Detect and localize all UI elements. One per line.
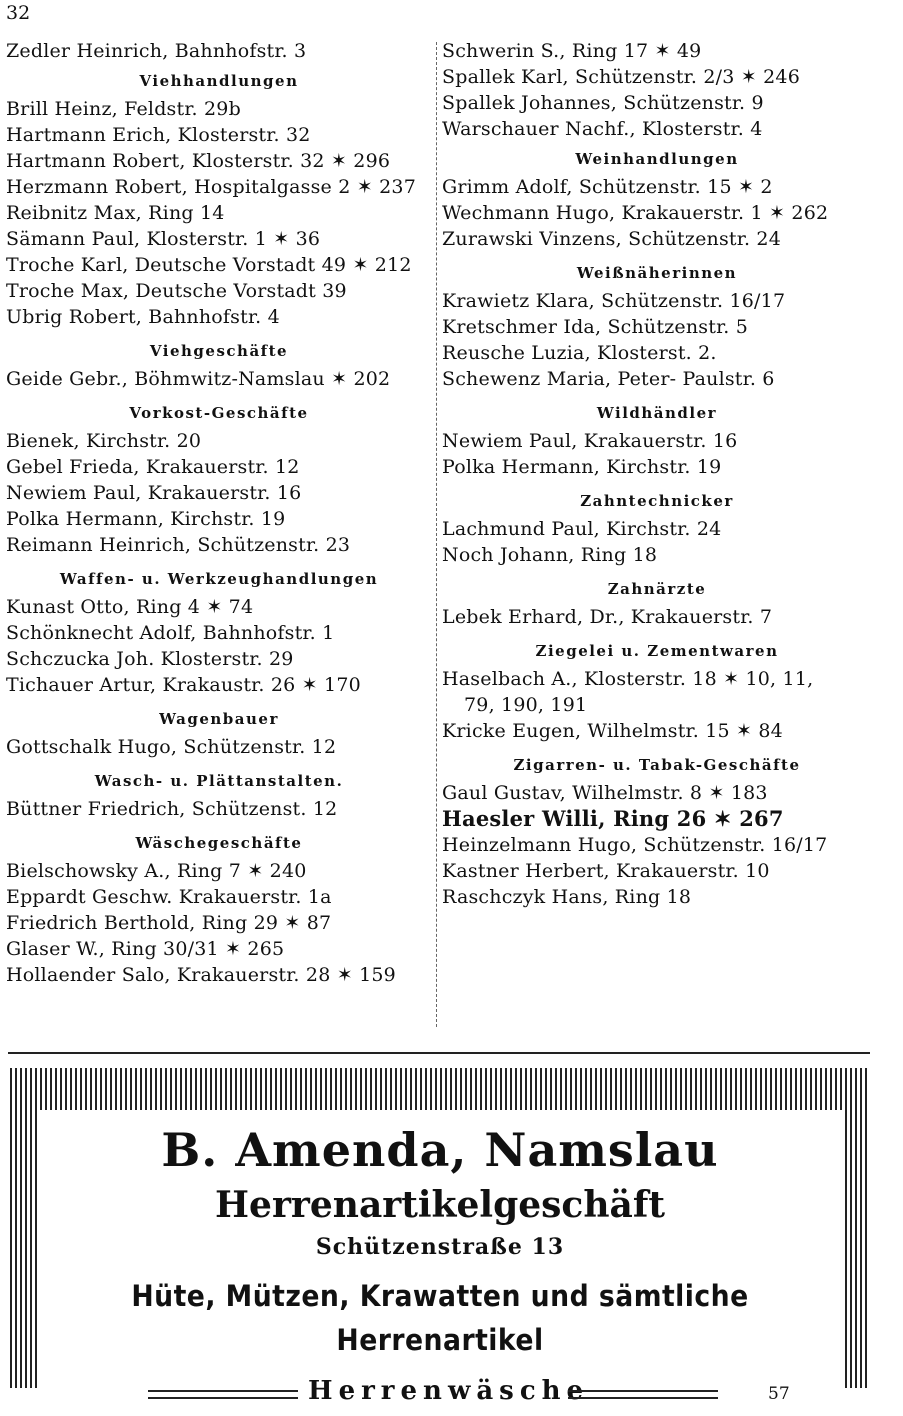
directory-entry: Reimann Heinrich, Schützenstr. 23 bbox=[6, 534, 351, 556]
ad-code: 57 bbox=[768, 1384, 790, 1404]
directory-entry: Kastner Herbert, Krakauerstr. 10 bbox=[442, 860, 770, 882]
directory-entry: Wechmann Hugo, Krakauerstr. 1 ✶ 262 bbox=[442, 202, 829, 224]
ad-bottom-line bbox=[38, 1376, 842, 1416]
directory-entry: Lebek Erhard, Dr., Krakauerstr. 7 bbox=[442, 606, 773, 628]
directory-columns bbox=[6, 38, 872, 1033]
directory-entry: Schczucka Joh. Klosterstr. 29 bbox=[6, 648, 294, 670]
ad-address: Schützenstraße 13 bbox=[315, 1234, 565, 1260]
directory-entry: Kricke Eugen, Wilhelmstr. 15 ✶ 84 bbox=[442, 720, 783, 742]
section-heading: Wagenbauer bbox=[159, 710, 279, 728]
directory-entry-highlighted: Haesler Willi, Ring 26 ✶ 267 bbox=[442, 806, 784, 831]
directory-entry: Herzmann Robert, Hospitalgasse 2 ✶ 237 bbox=[6, 176, 416, 198]
directory-entry: Newiem Paul, Krakauerstr. 16 bbox=[442, 430, 738, 452]
section-heading: Waffen- u. Werkzeughandlungen bbox=[59, 570, 379, 588]
directory-entry: Ubrig Robert, Bahnhofstr. 4 bbox=[6, 306, 280, 328]
directory-entry: Grimm Adolf, Schützenstr. 15 ✶ 2 bbox=[442, 176, 773, 198]
directory-entry: Sämann Paul, Klosterstr. 1 ✶ 36 bbox=[6, 228, 321, 250]
directory-entry: Raschczyk Hans, Ring 18 bbox=[442, 886, 692, 908]
directory-entry: Friedrich Berthold, Ring 29 ✶ 87 bbox=[6, 912, 332, 934]
section-heading: Zahnärzte bbox=[607, 580, 707, 598]
directory-entry: Troche Max, Deutsche Vorstadt 39 bbox=[6, 280, 347, 302]
left-column bbox=[6, 38, 432, 1033]
directory-entry: Reusche Luzia, Klosterst. 2. bbox=[442, 342, 717, 364]
section-heading: Zigarren- u. Tabak-Geschäfte bbox=[513, 756, 801, 774]
section-heading: Weißnäherinnen bbox=[576, 264, 738, 282]
directory-entry: Schewenz Maria, Peter- Paulstr. 6 bbox=[442, 368, 775, 390]
section-heading: Zahntechnicker bbox=[580, 492, 734, 510]
directory-entry: Polka Hermann, Kirchstr. 19 bbox=[6, 508, 286, 530]
directory-entry-continuation: 79, 190, 191 bbox=[464, 694, 588, 716]
directory-entry: Zedler Heinrich, Bahnhofstr. 3 bbox=[6, 40, 307, 62]
ad-ornament-right bbox=[568, 1390, 718, 1399]
right-column bbox=[442, 38, 872, 1033]
directory-entry: Warschauer Nachf., Klosterstr. 4 bbox=[442, 118, 763, 140]
directory-entry: Krawietz Klara, Schützenstr. 16/17 bbox=[442, 290, 786, 312]
column-divider bbox=[436, 42, 437, 1027]
directory-entry: Troche Karl, Deutsche Vorstadt 49 ✶ 212 bbox=[6, 254, 412, 276]
directory-entry: Reibnitz Max, Ring 14 bbox=[6, 202, 225, 224]
directory-entry: Schwerin S., Ring 17 ✶ 49 bbox=[442, 40, 702, 62]
directory-entry: Kunast Otto, Ring 4 ✶ 74 bbox=[6, 596, 254, 618]
directory-entry: Schönknecht Adolf, Bahnhofstr. 1 bbox=[6, 622, 335, 644]
directory-entry: Haselbach A., Klosterstr. 18 ✶ 10, 11, bbox=[442, 668, 814, 690]
directory-entry: Gebel Frieda, Krakauerstr. 12 bbox=[6, 456, 300, 478]
section-heading: Wasch- u. Plättanstalten. bbox=[94, 772, 344, 790]
section-heading: Viehgeschäfte bbox=[149, 342, 289, 360]
ad-linen-label: Herrenwäsche bbox=[308, 1376, 590, 1406]
directory-entry: Spallek Johannes, Schützenstr. 9 bbox=[442, 92, 764, 114]
directory-entry: Spallek Karl, Schützenstr. 2/3 ✶ 246 bbox=[442, 66, 800, 88]
directory-entry: Hartmann Robert, Klosterstr. 32 ✶ 296 bbox=[6, 150, 391, 172]
ad-ornament-left bbox=[148, 1390, 298, 1399]
ad-products: Hüte, Mützen, Krawatten und sämtliche Herrenartikel bbox=[131, 1279, 749, 1357]
section-heading: Wildhändler bbox=[596, 404, 718, 422]
directory-entry: Hollaender Salo, Krakauerstr. 28 ✶ 159 bbox=[6, 964, 396, 986]
ad-business-name: B. Amenda, Namslau bbox=[161, 1123, 719, 1177]
directory-entry: Lachmund Paul, Kirchstr. 24 bbox=[442, 518, 722, 540]
directory-entry: Heinzelmann Hugo, Schützenstr. 16/17 bbox=[442, 834, 828, 856]
section-heading: Ziegelei u. Zementwaren bbox=[535, 642, 779, 660]
directory-entry: Hartmann Erich, Klosterstr. 32 bbox=[6, 124, 311, 146]
section-heading: Viehhandlungen bbox=[139, 72, 299, 90]
directory-entry: Kretschmer Ida, Schützenstr. 5 bbox=[442, 316, 749, 338]
directory-entry: Bielschowsky A., Ring 7 ✶ 240 bbox=[6, 860, 307, 882]
directory-entry: Brill Heinz, Feldstr. 29b bbox=[6, 98, 241, 120]
directory-entry: Bienek, Kirchstr. 20 bbox=[6, 430, 202, 452]
ad-business-type: Herrenartikelgeschäft bbox=[215, 1184, 665, 1226]
directory-entry: Büttner Friedrich, Schützenst. 12 bbox=[6, 798, 338, 820]
advertisement-content bbox=[38, 1110, 842, 1406]
advertisement-box bbox=[10, 1068, 870, 1406]
directory-entry: Tichauer Artur, Krakaustr. 26 ✶ 170 bbox=[6, 674, 361, 696]
section-heading: Vorkost-Geschäfte bbox=[129, 404, 309, 422]
directory-entry: Newiem Paul, Krakauerstr. 16 bbox=[6, 482, 302, 504]
directory-entry: Eppardt Geschw. Krakauerstr. 1a bbox=[6, 886, 332, 908]
directory-entry: Noch Johann, Ring 18 bbox=[442, 544, 658, 566]
directory-entry: Glaser W., Ring 30/31 ✶ 265 bbox=[6, 938, 285, 960]
page-number: 32 bbox=[6, 2, 31, 24]
section-heading: Wäschegeschäfte bbox=[135, 834, 303, 852]
directory-entry: Gaul Gustav, Wilhelmstr. 8 ✶ 183 bbox=[442, 782, 768, 804]
directory-entry: Gottschalk Hugo, Schützenstr. 12 bbox=[6, 736, 337, 758]
directory-entry: Geide Gebr., Böhmwitz-Namslau ✶ 202 bbox=[6, 368, 391, 390]
directory-entry: Polka Hermann, Kirchstr. 19 bbox=[442, 456, 722, 478]
section-heading: Weinhandlungen bbox=[575, 150, 739, 168]
section-rule bbox=[8, 1052, 870, 1054]
directory-entry: Zurawski Vinzens, Schützenstr. 24 bbox=[442, 228, 782, 250]
